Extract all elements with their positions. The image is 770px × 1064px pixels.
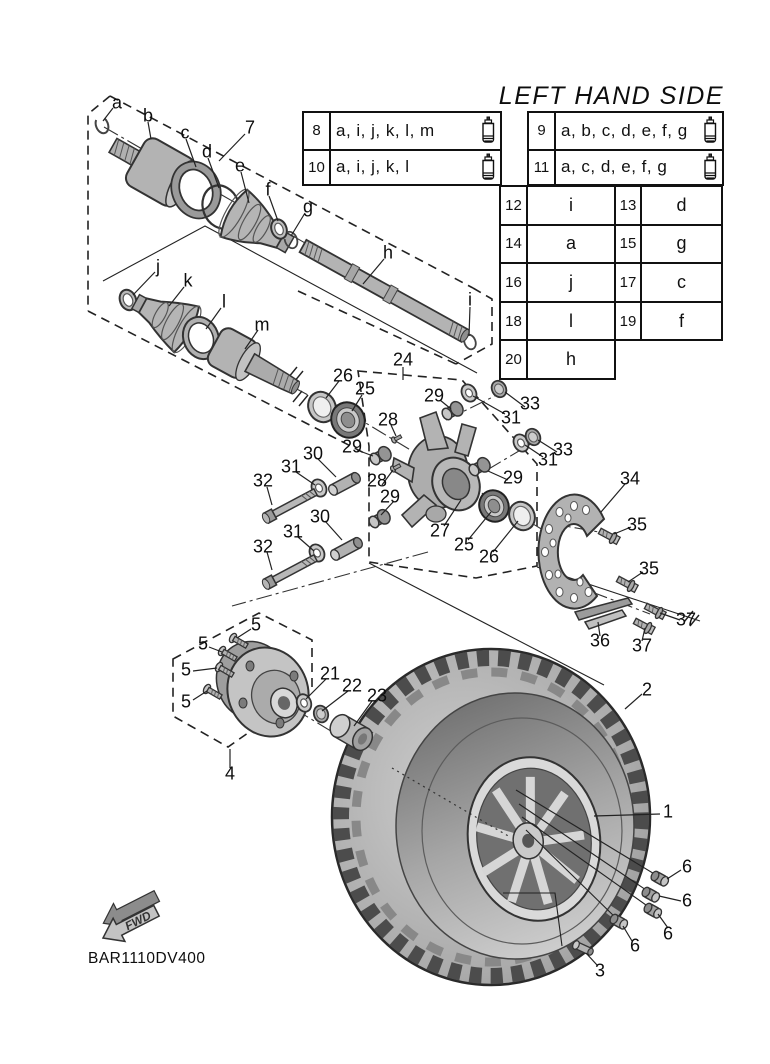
callout-37: 37 (631, 635, 653, 656)
knuckle-bushing (367, 507, 393, 530)
ref-letter: g (642, 226, 723, 265)
callout-21: 21 (319, 663, 341, 684)
callout-29: 29 (423, 385, 445, 406)
axle-shaft (299, 239, 472, 345)
callout-h: h (382, 242, 394, 263)
ref-table-upper-right (527, 111, 724, 186)
callout-29: 29 (379, 486, 401, 507)
callout-6: 6 (681, 856, 693, 877)
callout-28: 28 (366, 470, 388, 491)
page-title: LEFT HAND SIDE (498, 82, 724, 110)
callout-7: 7 (244, 117, 256, 138)
table-row (529, 149, 722, 185)
callout-30: 30 (309, 506, 331, 527)
callout-3: 3 (594, 960, 606, 981)
bracket-bolt (643, 601, 667, 621)
callout-4: 4 (224, 763, 236, 784)
table-row (304, 113, 500, 149)
callout-36: 36 (589, 630, 611, 651)
part-code: BAR1110DV400 (88, 950, 206, 967)
callout-5: 5 (180, 659, 192, 680)
ref-table-lower (499, 185, 723, 380)
ref-letter: i (528, 187, 616, 226)
callout-b: b (142, 105, 154, 126)
callout-33: 33 (519, 393, 541, 414)
table-row (304, 149, 500, 185)
ref-num: 13 (616, 187, 642, 226)
callout-26: 26 (478, 546, 500, 567)
washer (459, 382, 480, 404)
fwd-label: FWD (122, 908, 154, 934)
callout-6: 6 (681, 890, 693, 911)
callout-1: 1 (662, 801, 674, 822)
callout-31: 31 (280, 456, 302, 477)
ref-num: 17 (616, 264, 642, 303)
ref-num: 9 (529, 113, 556, 149)
grease-tube-icon (478, 113, 500, 149)
ref-items: a, c, d, e, f, g (561, 157, 668, 177)
callout-37: 37 (675, 609, 697, 630)
callout-25: 25 (453, 534, 475, 555)
callout-k: k (183, 270, 193, 291)
table-row (529, 113, 722, 149)
grease-fitting (391, 433, 403, 443)
ref-items: a, b, c, d, e, f, g (561, 120, 688, 140)
disc-guard (538, 495, 604, 609)
callout-e: e (234, 155, 246, 176)
wheel-nut (641, 886, 662, 903)
knuckle-bushing (368, 444, 394, 467)
callout-31: 31 (537, 449, 559, 470)
callout-i: i (468, 289, 472, 310)
callout-30: 30 (302, 443, 324, 464)
ref-num: 19 (616, 303, 642, 342)
ref-letter: f (642, 303, 723, 342)
callout-2: 2 (641, 679, 653, 700)
callout-28: 28 (377, 409, 399, 430)
ref-items: a, i, j, k, l (336, 157, 410, 177)
ref-num: 10 (304, 151, 331, 185)
ref-num: 11 (529, 151, 556, 185)
circlip-a (93, 115, 110, 135)
callout-g: g (302, 196, 314, 217)
ref-letter: c (642, 264, 723, 303)
callout-5: 5 (180, 691, 192, 712)
callout-27: 27 (429, 520, 451, 541)
callout-22: 22 (341, 675, 363, 696)
ref-table-upper-left (302, 111, 502, 186)
ref-letter: h (528, 341, 616, 380)
ref-items: a, i, j, k, l, m (336, 120, 435, 140)
flange-nut (489, 378, 509, 400)
callout-6: 6 (629, 935, 641, 956)
cv-joint-inner (205, 325, 308, 407)
ref-letter: j (528, 264, 616, 303)
pivot-bolt (261, 487, 318, 524)
ref-num: 18 (501, 303, 528, 342)
empty-cell (616, 341, 642, 380)
callout-33: 33 (552, 439, 574, 460)
callout-29: 29 (341, 436, 363, 457)
collar (329, 536, 364, 562)
callout-25: 25 (354, 378, 376, 399)
fwd-arrow (91, 884, 168, 949)
callout-35: 35 (626, 514, 648, 535)
callout-j: j (156, 256, 160, 277)
callout-31: 31 (282, 521, 304, 542)
ref-letter: a (528, 226, 616, 265)
callout-6: 6 (662, 923, 674, 944)
callout-m: m (254, 314, 270, 335)
callout-d: d (201, 141, 213, 162)
grease-tube-icon (478, 151, 500, 185)
grease-tube-icon (700, 113, 722, 149)
callout-24: 24 (392, 349, 414, 370)
empty-cell (642, 341, 723, 380)
ref-num: 20 (501, 341, 528, 380)
callout-34: 34 (619, 468, 641, 489)
ref-letter: d (642, 187, 723, 226)
guard-bolt (597, 526, 621, 546)
callout-a: a (111, 92, 123, 113)
callout-32: 32 (252, 470, 274, 491)
callout-35: 35 (638, 558, 660, 579)
oil-seal (505, 498, 540, 535)
callout-l: l (222, 291, 226, 312)
callout-5: 5 (250, 614, 262, 635)
callout-f: f (265, 179, 271, 200)
ref-num: 12 (501, 187, 528, 226)
callout-c: c (180, 122, 190, 143)
ref-num: 14 (501, 226, 528, 265)
callout-26: 26 (332, 365, 354, 386)
ref-num: 8 (304, 113, 331, 149)
callout-23: 23 (366, 685, 388, 706)
callout-5: 5 (197, 633, 209, 654)
callout-32: 32 (252, 536, 274, 557)
grease-tube-icon (700, 151, 722, 185)
ref-letter: l (528, 303, 616, 342)
callout-31: 31 (500, 407, 522, 428)
collar (327, 471, 362, 497)
ref-num: 15 (616, 226, 642, 265)
ref-num: 16 (501, 264, 528, 303)
callout-29: 29 (502, 467, 524, 488)
